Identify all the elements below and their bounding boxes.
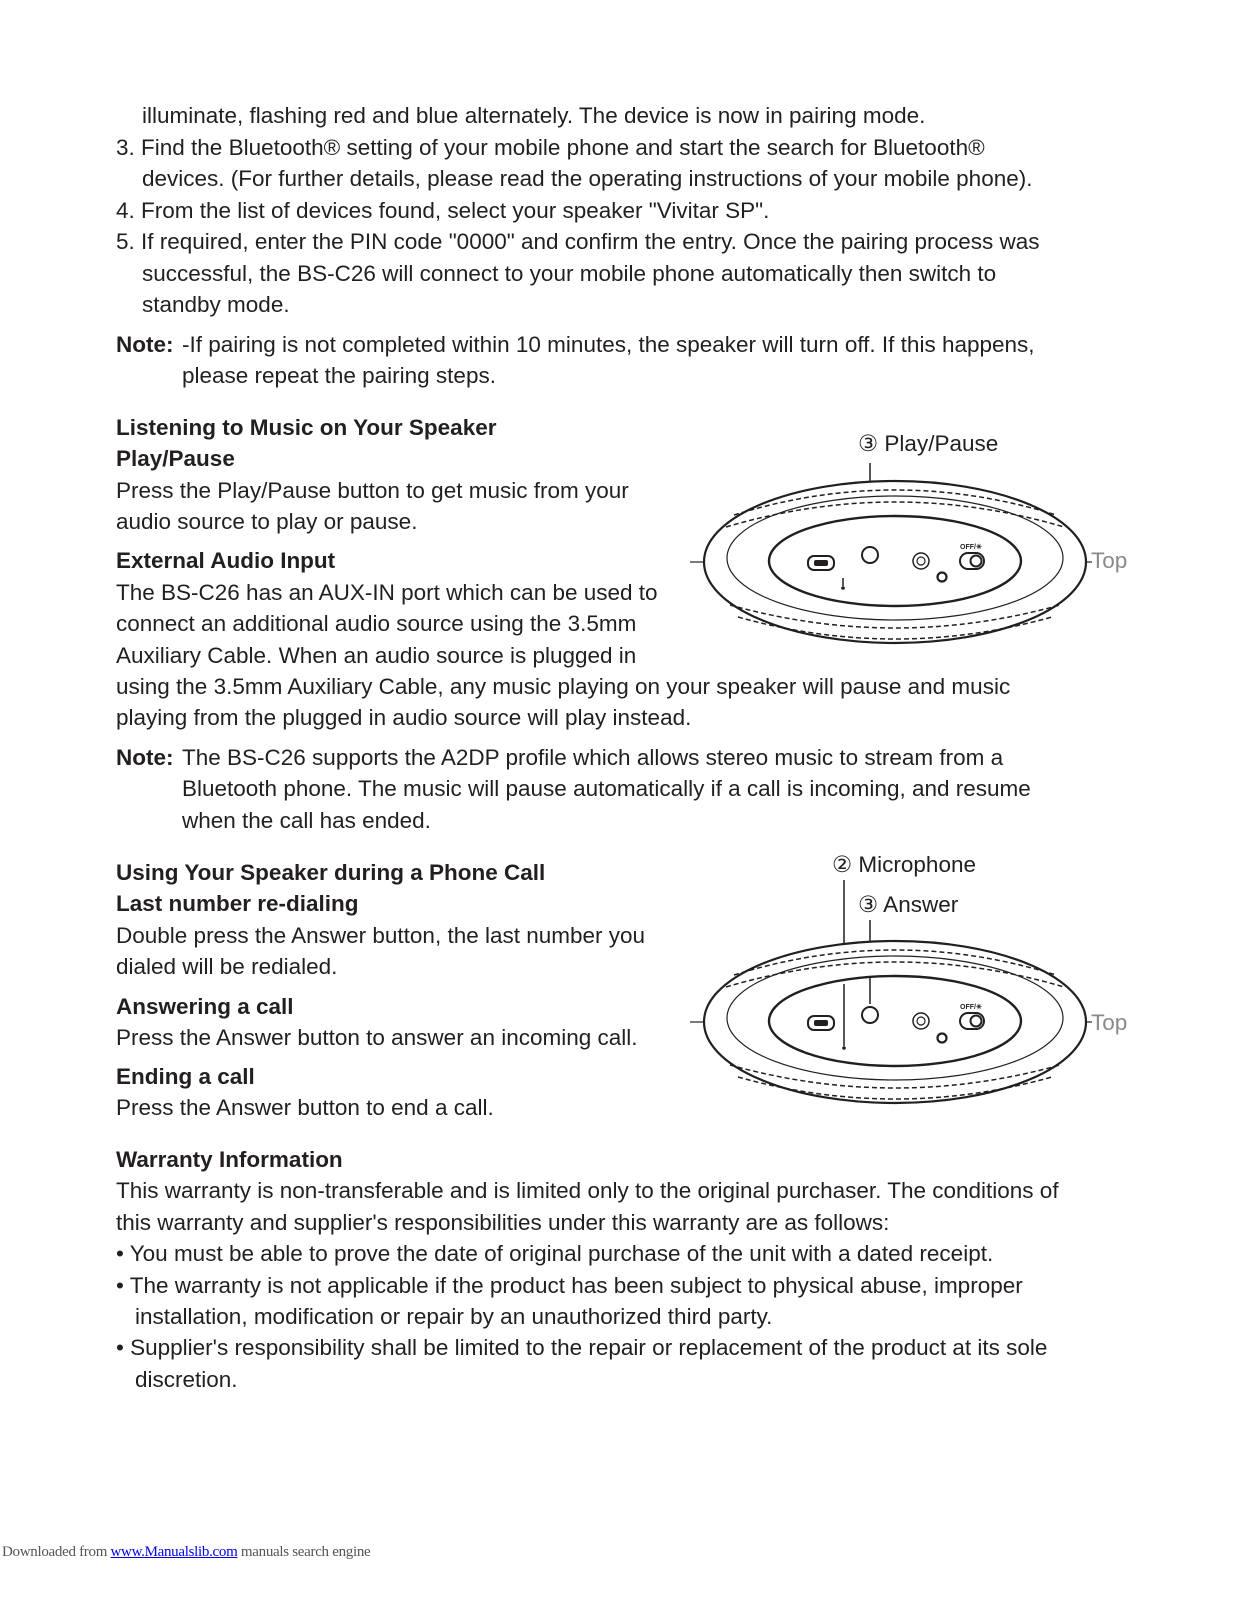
music-note-cont: Bluetooth phone. The music will pause automatically if a call is incoming, and resume	[182, 776, 1031, 801]
music-note-cont: when the call has ended.	[182, 808, 431, 833]
pairing-step-3-cont: devices. (For further details, please read the operating instructions of your mobile phone).	[142, 166, 1033, 191]
switch-label: OFF/✳	[960, 544, 982, 551]
play-pause-text: audio source to play or pause.	[116, 509, 418, 534]
download-footer	[2, 1544, 370, 1561]
warranty-intro: This warranty is non-transferable and is limited only to the original purchaser. The conditions of	[116, 1178, 1059, 1203]
pairing-step-5-cont: successful, the BS-C26 will connect to your mobile phone automatically then switch to	[142, 261, 997, 286]
pairing-step-3: 3. Find the Bluetooth® setting of your mobile phone and start the search for Bluetooth®	[116, 135, 985, 160]
pairing-step-5: 5. If required, enter the PIN code "0000" and confirm the entry. Once the pairing process was	[116, 229, 1040, 254]
external-audio-text: using the 3.5mm Auxiliary Cable, any music playing on your speaker will pause and music	[116, 674, 1011, 699]
pairing-step-5-cont: standby mode.	[142, 292, 290, 317]
redial-text: Double press the Answer button, the last number you	[116, 923, 646, 948]
section-heading-phone-call: Using Your Speaker during a Phone Call	[116, 860, 546, 885]
play-pause-text: Press the Play/Pause button to get music from your	[116, 478, 629, 503]
label-top: Top	[1091, 1010, 1128, 1035]
note-label: Note:	[116, 332, 174, 357]
label-answer: ③ Answer	[858, 892, 959, 917]
external-audio-text: connect an additional audio source using the 3.5mm	[116, 611, 637, 636]
warranty-intro: this warranty and supplier's responsibilities under this warranty are as follows:	[116, 1210, 890, 1235]
label-top: Top	[1091, 548, 1128, 573]
end-call-text: Press the Answer button to end a call.	[116, 1095, 494, 1120]
music-note: The BS-C26 supports the A2DP profile which allows stereo music to stream from a	[182, 745, 1004, 770]
speaker-diagram-phone-call	[690, 880, 1100, 1120]
external-audio-text: playing from the plugged in audio source will play instead.	[116, 705, 692, 730]
external-audio-text: Auxiliary Cable. When an audio source is plugged in	[116, 643, 637, 668]
switch-label: OFF/✳	[960, 1004, 982, 1011]
pairing-note-cont: please repeat the pairing steps.	[182, 363, 496, 388]
footer-prefix: Downloaded from	[2, 1544, 111, 1560]
warranty-bullet-cont: installation, modification or repair by an unauthorized third party.	[135, 1304, 773, 1329]
subheading-redial: Last number re-dialing	[116, 891, 359, 916]
warranty-bullet: • Supplier's responsibility shall be limited to the repair or replacement of the product at its sole	[116, 1335, 1048, 1360]
section-heading-warranty: Warranty Information	[116, 1147, 343, 1172]
warranty-bullet: • The warranty is not applicable if the product has been subject to physical abuse, improper	[116, 1273, 1023, 1298]
answer-text: Press the Answer button to answer an incoming call.	[116, 1025, 638, 1050]
pairing-note: -If pairing is not completed within 10 minutes, the speaker will turn off. If this happens,	[182, 332, 1035, 357]
note-label: Note:	[116, 745, 174, 770]
redial-text: dialed will be redialed.	[116, 954, 338, 979]
subheading-end-call: Ending a call	[116, 1064, 255, 1089]
manualslib-link[interactable]: www.Manualslib.com	[110, 1544, 238, 1560]
pairing-step-4: 4. From the list of devices found, select your speaker "Vivitar SP".	[116, 198, 770, 223]
subheading-play-pause: Play/Pause	[116, 446, 235, 471]
subheading-external-audio: External Audio Input	[116, 548, 336, 573]
warranty-bullet: • You must be able to prove the date of original purchase of the unit with a dated receipt.	[116, 1241, 994, 1266]
subheading-answer: Answering a call	[116, 994, 294, 1019]
label-microphone: ② Microphone	[832, 852, 976, 877]
warranty-bullet-cont: discretion.	[135, 1367, 238, 1392]
external-audio-text: The BS-C26 has an AUX-IN port which can be used to	[116, 580, 658, 605]
speaker-diagram-play-pause	[690, 455, 1100, 655]
footer-suffix: manuals search engine	[237, 1544, 371, 1560]
label-play-pause: ③ Play/Pause	[858, 431, 999, 456]
pairing-line: illuminate, flashing red and blue alternately. The device is now in pairing mode.	[142, 103, 926, 128]
section-heading-music: Listening to Music on Your Speaker	[116, 415, 497, 440]
